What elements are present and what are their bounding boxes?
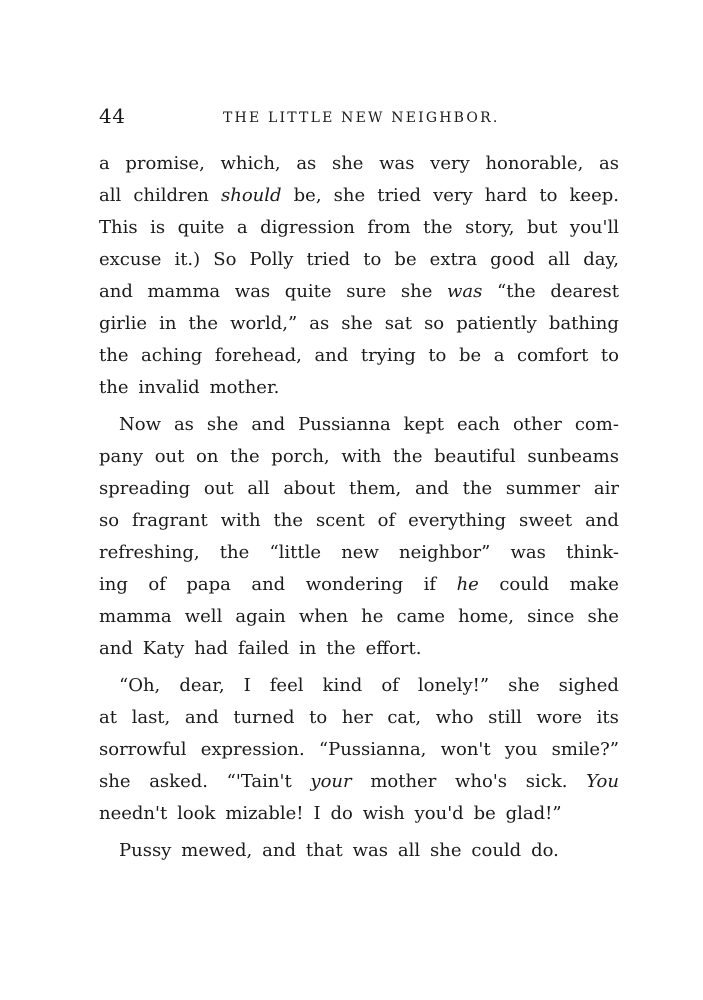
word: make	[569, 574, 619, 595]
text-line	[99, 537, 619, 569]
word: and	[184, 707, 219, 728]
word: who	[435, 707, 474, 728]
word: day,	[583, 249, 619, 270]
word: world,”	[230, 313, 298, 334]
word: I	[313, 803, 321, 824]
text-line	[99, 473, 619, 505]
word: from	[367, 217, 411, 238]
text-line	[99, 734, 619, 766]
page-number: 44	[99, 104, 126, 128]
word: in	[159, 313, 177, 334]
word: at	[99, 707, 117, 728]
word: the	[99, 377, 129, 398]
word: still	[488, 707, 522, 728]
word: and	[99, 281, 133, 302]
word: tried	[306, 249, 351, 270]
word: was	[510, 542, 546, 563]
word: she	[400, 281, 433, 302]
word: needn't	[99, 803, 168, 824]
word: he	[456, 574, 479, 595]
word: “the	[497, 281, 536, 302]
word: won't	[440, 739, 491, 760]
word: everything	[408, 510, 507, 531]
text-line	[99, 340, 619, 372]
word: “'Tain't	[226, 771, 292, 792]
word: and	[415, 478, 449, 499]
word: quite	[284, 281, 332, 302]
word: all	[247, 478, 270, 499]
word: extra	[429, 249, 478, 270]
word: aching	[141, 345, 203, 366]
word: well	[184, 606, 223, 627]
text-line	[99, 244, 619, 276]
word: Pussianna	[298, 414, 391, 435]
word: the	[326, 638, 356, 659]
word: and	[314, 345, 349, 366]
word: but	[527, 217, 558, 238]
word: you	[504, 739, 538, 760]
word: sure	[346, 281, 387, 302]
word: sighed	[558, 675, 619, 696]
word: do.	[531, 840, 559, 861]
word: as	[309, 313, 330, 334]
word: the	[99, 345, 129, 366]
word: her	[341, 707, 373, 728]
word: wish	[362, 803, 405, 824]
word: so	[99, 510, 120, 531]
word: home,	[458, 606, 514, 627]
word: So	[213, 249, 237, 270]
text-line	[99, 441, 619, 473]
word: she	[430, 840, 462, 861]
word: a	[493, 345, 505, 366]
text-line	[99, 601, 619, 633]
word: and	[585, 510, 619, 531]
word: feel	[269, 675, 304, 696]
word: lonely!”	[417, 675, 490, 696]
word: it.)	[174, 249, 201, 270]
word: and	[251, 414, 286, 435]
word: them,	[349, 478, 402, 499]
word: all	[99, 185, 122, 206]
word: is	[150, 217, 166, 238]
word: mamma	[147, 281, 221, 302]
word: you'll	[569, 217, 619, 238]
word: should	[221, 185, 282, 206]
word: a	[236, 217, 248, 238]
word: effort.	[365, 638, 422, 659]
word: Katy	[142, 638, 185, 659]
text-line	[99, 633, 619, 665]
text-line	[99, 180, 619, 212]
word: expression.	[200, 739, 305, 760]
word: a	[99, 153, 110, 174]
body-text	[99, 148, 619, 867]
word: Polly	[249, 249, 294, 270]
word: very	[433, 185, 473, 206]
word: “Oh,	[119, 675, 161, 696]
word: if	[423, 574, 437, 595]
word: look	[177, 803, 216, 824]
word: mizable!	[225, 803, 304, 824]
word: beautiful	[434, 446, 516, 467]
word: hard	[484, 185, 528, 206]
word: to	[428, 345, 447, 366]
word: she	[341, 313, 373, 334]
text-line	[99, 212, 619, 244]
word: to	[539, 185, 558, 206]
word: came	[396, 606, 446, 627]
word: tried	[377, 185, 421, 206]
word: refreshing,	[99, 542, 200, 563]
word: sick.	[525, 771, 568, 792]
word: since	[527, 606, 575, 627]
word: good	[490, 249, 535, 270]
word: smile?”	[551, 739, 619, 760]
text-line	[99, 766, 619, 798]
word: bathing	[548, 313, 619, 334]
word: wore	[536, 707, 583, 728]
text-line	[99, 670, 619, 702]
word: which,	[220, 153, 281, 174]
word: mother	[370, 771, 437, 792]
word: digression	[260, 217, 355, 238]
word: kind	[322, 675, 363, 696]
word: to	[363, 249, 382, 270]
word: papa	[186, 574, 231, 595]
word: failed	[237, 638, 290, 659]
word: kept	[403, 414, 444, 435]
word: I	[243, 675, 251, 696]
text-line	[99, 798, 619, 830]
word: “Pussianna,	[318, 739, 427, 760]
word: be	[473, 803, 496, 824]
word: mewed,	[181, 840, 253, 861]
word: summer	[505, 478, 581, 499]
text-line	[99, 569, 619, 601]
word: pany	[99, 446, 144, 467]
word: with	[341, 446, 382, 467]
word: Pussy	[119, 840, 172, 861]
word: invalid	[138, 377, 200, 398]
word: ing	[99, 574, 128, 595]
word: she	[206, 414, 239, 435]
word: think-	[566, 542, 619, 563]
word: wondering	[305, 574, 404, 595]
text-line	[99, 702, 619, 734]
word: air	[593, 478, 619, 499]
word: dear,	[179, 675, 225, 696]
word: she	[587, 606, 619, 627]
word: the	[230, 446, 260, 467]
word: the	[273, 510, 304, 531]
word: the	[393, 446, 423, 467]
word: was	[352, 840, 388, 861]
word: could	[499, 574, 550, 595]
word: all	[547, 249, 571, 270]
word: who's	[455, 771, 508, 792]
word: again	[235, 606, 286, 627]
word: sat	[384, 313, 412, 334]
word: Now	[119, 414, 161, 435]
word: and	[262, 840, 297, 861]
word: in	[298, 638, 317, 659]
page-header	[99, 106, 619, 130]
text-line	[99, 308, 619, 340]
word: its	[596, 707, 619, 728]
word: as	[598, 153, 619, 174]
text-line	[99, 505, 619, 537]
word: each	[456, 414, 501, 435]
word: and	[99, 638, 133, 659]
word: could	[471, 840, 522, 861]
word: the	[462, 478, 493, 499]
word: on	[196, 446, 219, 467]
word: had	[194, 638, 229, 659]
text-line	[99, 148, 619, 180]
word: about	[283, 478, 336, 499]
word: glad!”	[505, 803, 562, 824]
word: trying	[360, 345, 416, 366]
word: girlie	[99, 313, 148, 334]
word: very	[430, 153, 470, 174]
word: other	[512, 414, 562, 435]
text-line	[99, 835, 619, 867]
word: You	[586, 771, 619, 792]
word: to	[309, 707, 328, 728]
word: asked.	[149, 771, 208, 792]
word: com-	[574, 414, 619, 435]
word: sweet	[518, 510, 573, 531]
word: excuse	[99, 249, 162, 270]
word: quite	[177, 217, 225, 238]
word: keep.	[569, 185, 619, 206]
word: do	[330, 803, 353, 824]
word: she	[333, 185, 366, 206]
word: fragrant	[132, 510, 208, 531]
word: forehead,	[214, 345, 302, 366]
word: as	[173, 414, 194, 435]
word: she	[331, 153, 364, 174]
word: he	[361, 606, 384, 627]
word: be	[458, 345, 482, 366]
word: dearest	[550, 281, 619, 302]
word: the	[219, 542, 250, 563]
word: so	[424, 313, 445, 334]
word: be	[394, 249, 417, 270]
word: of	[148, 574, 166, 595]
word: children	[133, 185, 209, 206]
word: porch,	[271, 446, 330, 467]
word: out	[203, 478, 234, 499]
word: comfort	[517, 345, 589, 366]
word: mamma	[99, 606, 172, 627]
word: of	[377, 510, 396, 531]
word: scent	[315, 510, 365, 531]
word: she	[99, 771, 131, 792]
word: neighbor”	[399, 542, 491, 563]
word: was	[447, 281, 483, 302]
word: be,	[293, 185, 322, 206]
word: mother.	[209, 377, 280, 398]
word: the	[188, 313, 219, 334]
text-line	[99, 372, 619, 404]
word: you'd	[414, 803, 464, 824]
word: the	[423, 217, 453, 238]
word: “little	[269, 542, 322, 563]
word: out	[154, 446, 185, 467]
word: with	[220, 510, 261, 531]
word: and	[251, 574, 286, 595]
word: was	[234, 281, 271, 302]
word: that	[305, 840, 343, 861]
word: sunbeams	[527, 446, 619, 467]
word: all	[397, 840, 421, 861]
word: as	[296, 153, 317, 174]
word: cat,	[387, 707, 422, 728]
word: story,	[465, 217, 515, 238]
word: honorable,	[485, 153, 584, 174]
word: This	[99, 217, 138, 238]
word: she	[508, 675, 540, 696]
word: your	[310, 771, 352, 792]
word: sorrowful	[99, 739, 187, 760]
word: to	[600, 345, 619, 366]
word: when	[298, 606, 349, 627]
text-line	[99, 409, 619, 441]
word: last,	[131, 707, 171, 728]
word: spreading	[99, 478, 191, 499]
text-line	[99, 276, 619, 308]
word: patiently	[456, 313, 537, 334]
running-head: THE LITTLE NEW NEIGHBOR.	[223, 110, 500, 126]
word: promise,	[125, 153, 205, 174]
word: of	[381, 675, 399, 696]
word: turned	[233, 707, 295, 728]
word: was	[379, 153, 415, 174]
word: new	[341, 542, 379, 563]
